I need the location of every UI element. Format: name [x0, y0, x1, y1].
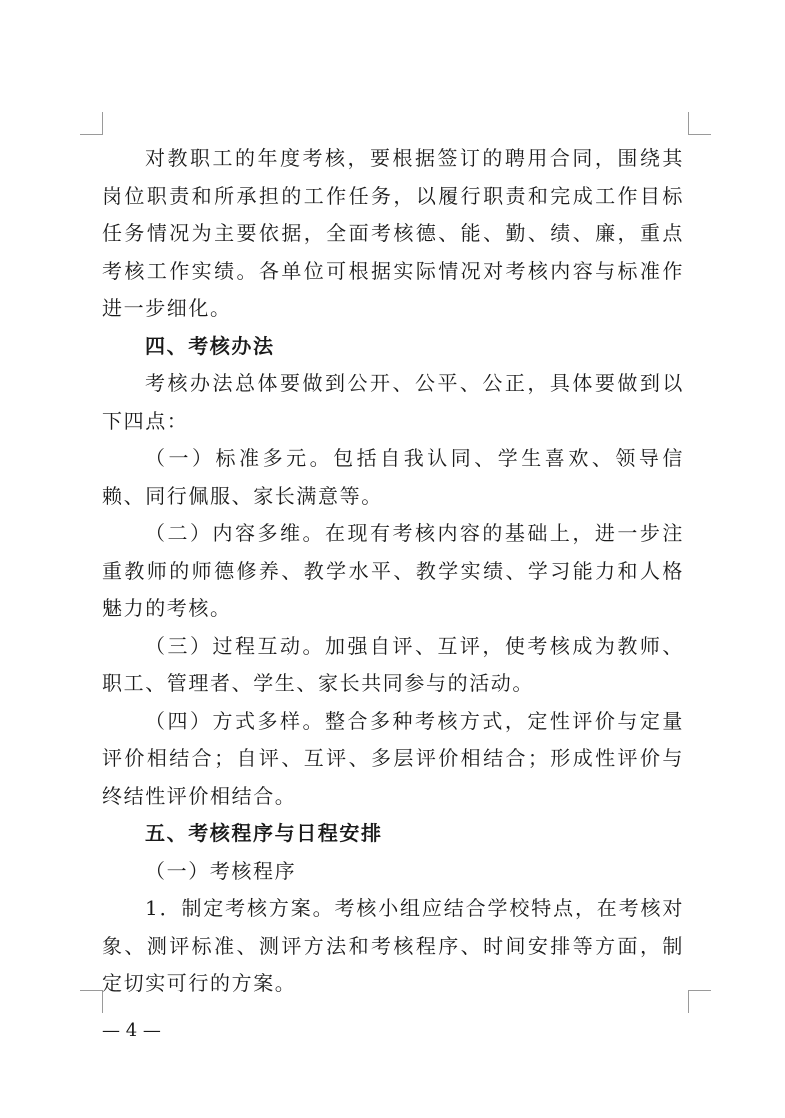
paragraph-diverse-methods: （四）方式多样。整合多种考核方式，定性评价与定量评价相结合；自评、互评、多层评价相结合；形成性评价与终结性评价相结合。 — [102, 708, 684, 808]
crop-mark-top-right — [688, 112, 711, 135]
page-number: — 4 — — [102, 1020, 161, 1041]
paragraph-assessment-content: 对教职工的年度考核，要根据签订的聘用合同，围绕其岗位职责和所承担的工作任务，以履行职责和完成工作目标任务情况为主要依据，全面考核德、能、勤、绩、廉，重点考核工作实绩。各单位可根据实际情况对考核内容与标准作进一步细化。 — [102, 146, 684, 320]
crop-mark-bottom-right — [688, 990, 711, 1013]
paragraph-multidimensional-content: （二）内容多维。在现有考核内容的基础上，进一步注重教师的师德修养、教学水平、教学实绩、学习能力和人格魅力的考核。 — [102, 521, 684, 620]
section-heading-procedure-schedule: 五、考核程序与日程安排 — [145, 821, 383, 845]
paragraph-process-interaction: （三）过程互动。加强自评、互评，使考核成为教师、职工、管理者、学生、家长共同参与的活动。 — [102, 633, 684, 695]
crop-mark-bottom-left — [80, 990, 103, 1013]
crop-mark-top-left — [80, 112, 103, 135]
paragraph-diverse-standards: （一）标准多元。包括自我认同、学生喜欢、领导信赖、同行佩服、家长满意等。 — [102, 446, 684, 508]
subheading-assessment-procedure: （一）考核程序 — [145, 858, 297, 883]
paragraph-make-plan: 1．制定考核方案。考核小组应结合学校特点，在考核对象、测评标准、测评方法和考核程序、时间安排等方面，制定切实可行的方案。 — [102, 896, 684, 995]
section-heading-assessment-methods: 四、考核办法 — [145, 333, 275, 358]
paragraph-methods-overview: 考核办法总体要做到公开、公平、公正，具体要做到以下四点： — [102, 371, 684, 433]
document-body — [102, 140, 684, 1003]
